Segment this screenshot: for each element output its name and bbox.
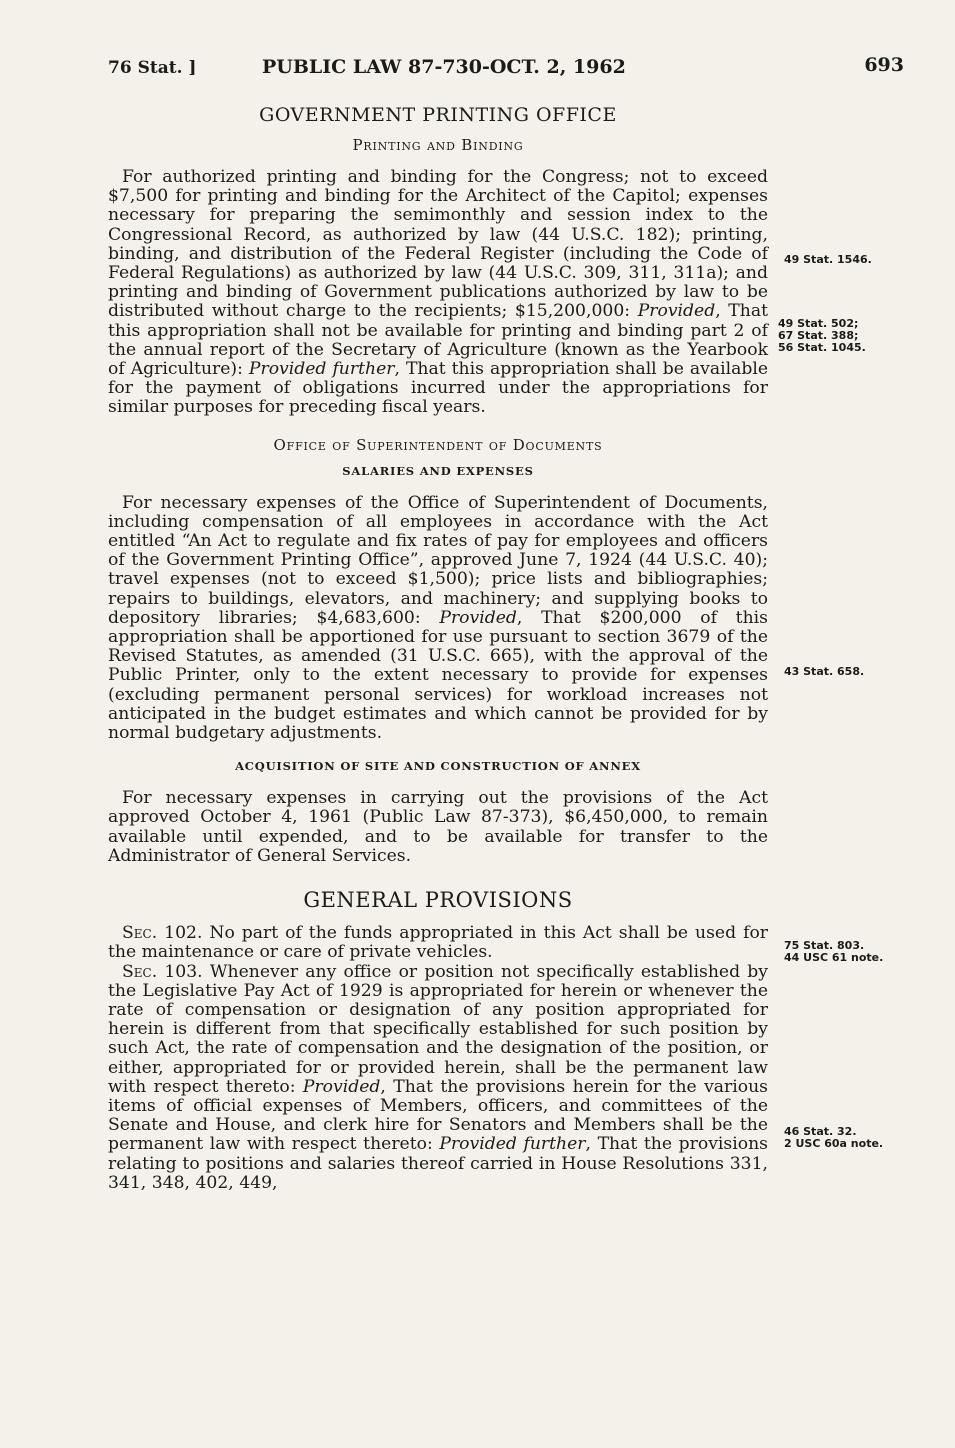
paragraph-annex: For necessary expenses in carrying out the provisions of the Act approved October 4, 1961 (Public Law 87-373), $6,450,000, to remain available until expended, and to be available for transfer to the Administrator of General Services. <box>108 788 768 866</box>
paragraph-printing: For authorized printing and binding for the Congress; not to exceed $7,500 for printing and binding for the Architect of the Capitol; expenses necessary for preparing the semimonthly and session index to the Congressional Record, as authorized by law (44 U.S.C. 182); printing, binding, and distribution of the Federal Register (including the Code of Federal Regulations) as authorized by law (44 U.S.C. 309, 311, 311a); and printing and binding of Government publications authorized by law to be distributed without charge to the recipients; $15,200,000: Provided, That this appropriation shall not be available for printing and binding part 2 of the annual report of the Secretary of Agriculture (known as the Yearbook of Agriculture): Provided further, That this appropriation shall be available for the payment of obligations incurred under the appropriations for similar purposes for preceding fiscal years. <box>108 167 768 418</box>
section-heading-general: GENERAL PROVISIONS <box>303 888 573 913</box>
paragraph-sec103: Sec. 103. Whenever any office or position not specifically established by the Legislative Pay Act of 1929 is appropriated for herein or whenever the rate of compensation or designation of any position appropriated for herein is different from that specifically established for such position by such Act, the rate of compensation and the designation of the position, or either, appropriated for or provided herein, shall be the permanent law with respect thereto: Provided, That the provisions herein for the various items of official expenses of Members, officers, and committees of the Senate and House, and clerk hire for Senators and Members shall be the permanent law with respect thereto: Provided further, That the provisions relating to positions and salaries thereof carried in House Resolutions 331, 341, 348, 402, 449, <box>108 961 769 1193</box>
margin-note: 49 Stat. 502; 67 Stat. 388; 56 Stat. 1045. <box>778 317 866 354</box>
subheading-salaries: SALARIES AND EXPENSES <box>342 463 534 478</box>
header-title: PUBLIC LAW 87-730-OCT. 2, 1962 <box>262 56 626 78</box>
subheading-annex: ACQUISITION OF SITE AND CONSTRUCTION OF ANNEX <box>235 759 641 774</box>
main-column <box>108 100 768 1193</box>
margin-note: 49 Stat. 1546. <box>784 253 872 266</box>
section-heading-gpo: GOVERNMENT PRINTING OFFICE <box>259 104 617 126</box>
header-stat: 76 Stat. ] <box>108 58 197 78</box>
margin-note: 75 Stat. 803. 44 USC 61 note. <box>784 939 884 964</box>
paragraph-sec102: Sec. 102. No part of the funds appropriated in this Act shall be used for the maintenance or care of private vehicles. <box>108 923 769 963</box>
running-header <box>108 54 904 88</box>
subheading-printing-binding: Printing and Binding <box>352 136 524 154</box>
margin-note: 43 Stat. 658. <box>784 665 865 678</box>
margin-note: 46 Stat. 32. 2 USC 60a note. <box>784 1125 884 1150</box>
subheading-superintendent: Office of Superintendent of Documents <box>273 435 603 454</box>
page-number: 693 <box>864 54 904 76</box>
paragraph-salaries: For necessary expenses of the Office of Superintendent of Documents, including compensation of all employees in accordance with the Act entitled “An Act to regulate and fix rates of pay for employees and officers of the Government Printing Office”, approved June 7, 1924 (44 U.S.C. 40); travel expenses (not to exceed $1,500); price lists and bibliographies; repairs to buildings, elevators, and machinery; and supplying books to depository libraries; $4,683,600: Provided, That $200,000 of this appropriation shall be apportioned for use pursuant to section 3679 of the Revised Statutes, as amended (31 U.S.C. 665), with the approval of the Public Printer, only to the extent necessary to provide for expenses (excluding permanent personal services) for workload increases not anticipated in the budget estimates and which cannot be provided for by normal budgetary adjustments. <box>108 492 768 744</box>
